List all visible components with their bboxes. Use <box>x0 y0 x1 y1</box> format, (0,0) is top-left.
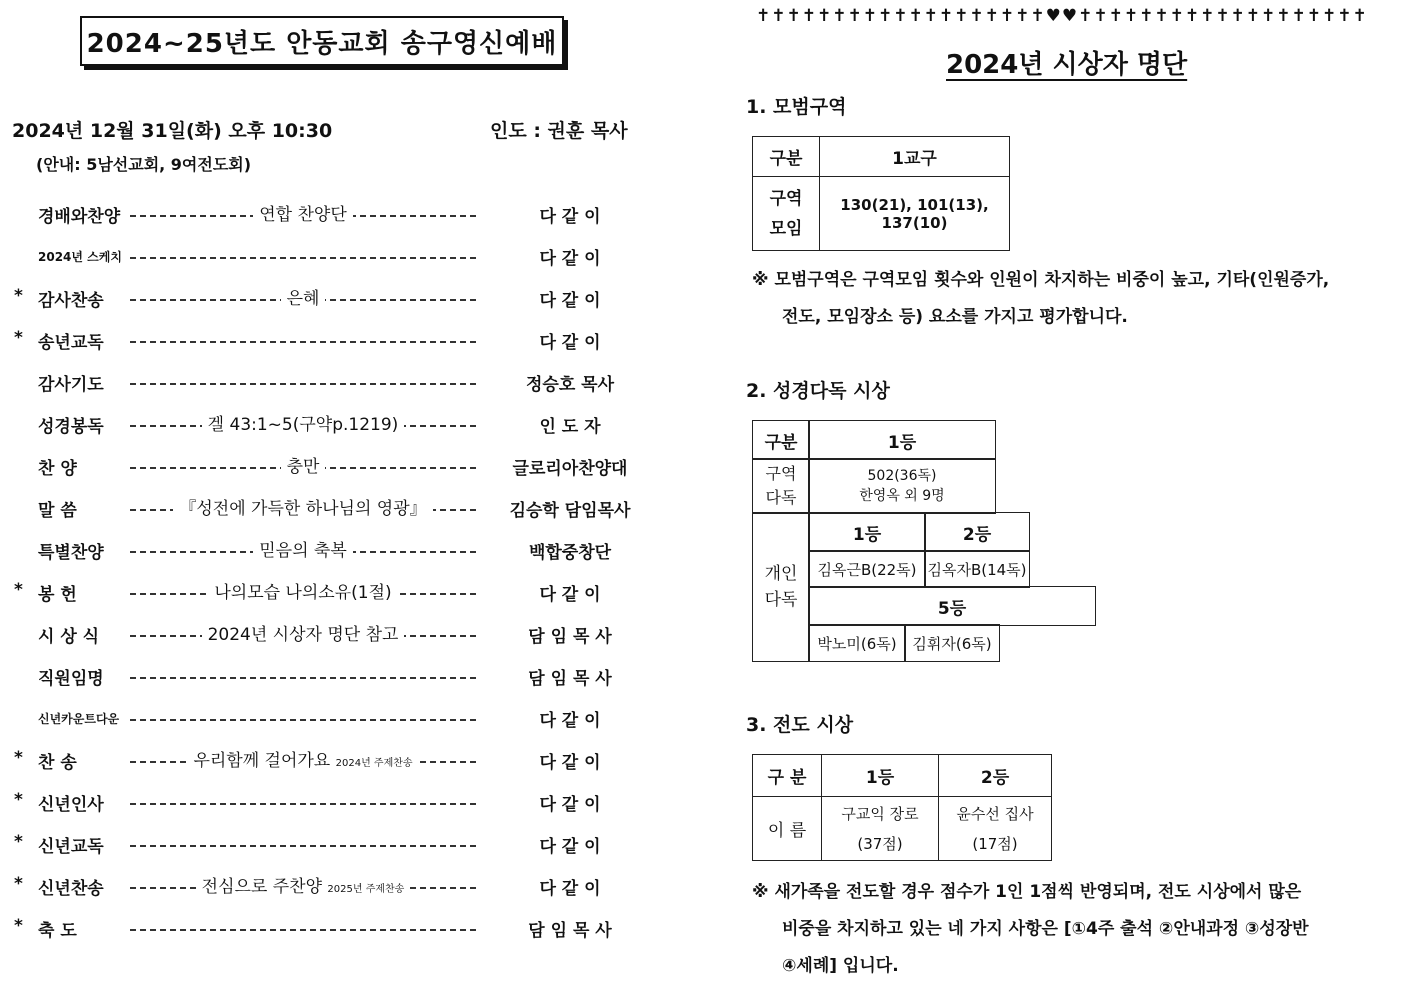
worship-row <box>14 914 634 944</box>
table-cell: 이 름 <box>753 797 822 861</box>
worship-row <box>14 788 634 818</box>
worship-item-leader: 백합중창단 <box>528 543 612 563</box>
worship-item-name: 성경봉독 <box>38 417 104 437</box>
section-1-heading: 1. 모범구역 <box>746 96 847 118</box>
worship-item-name: 신년교독 <box>38 837 104 857</box>
table-header: 1등 <box>822 755 939 797</box>
leader-dots <box>130 929 476 931</box>
standing-mark: * <box>14 790 23 810</box>
standing-mark: * <box>14 748 23 768</box>
evangelism-table <box>752 754 1052 861</box>
worship-item-name: 특별찬양 <box>38 543 104 563</box>
worship-item-detail: 충만 <box>130 452 476 477</box>
worship-item-leader: 인 도 자 <box>539 417 601 437</box>
table-header: 2등 <box>939 755 1052 797</box>
worship-row <box>14 872 634 902</box>
worship-item-leader: 다 같 이 <box>539 249 601 269</box>
leader-dots <box>130 677 476 679</box>
worship-item-name: 신년찬송 <box>38 879 104 899</box>
worship-item-note: 2024년 주제찬송 <box>335 758 413 769</box>
worship-row <box>14 746 634 776</box>
table-cell: 구교익 장로 (37점) <box>822 797 939 861</box>
worship-row <box>14 662 634 692</box>
worship-row <box>14 368 634 398</box>
worship-row <box>14 704 634 734</box>
worship-item-note: 2025년 주제찬송 <box>327 884 405 895</box>
worship-row <box>14 830 634 860</box>
worship-item-name: 신년인사 <box>38 795 104 815</box>
worship-item-leader: 다 같 이 <box>539 585 601 605</box>
worship-item-leader: 다 같 이 <box>539 795 601 815</box>
leader-dots <box>130 803 476 805</box>
leader-dots <box>130 257 476 259</box>
worship-item-detail: 연합 찬양단 <box>130 200 476 225</box>
worship-item-name: 감사찬송 <box>38 291 104 311</box>
table-header: 5등 <box>808 586 1096 626</box>
leader-dots <box>130 341 476 343</box>
worship-item-detail: 2024년 시상자 명단 참고 <box>130 620 476 645</box>
worship-item-name: 봉 헌 <box>38 585 77 605</box>
table-cell: 개인 다독 <box>752 512 810 662</box>
section-2-heading: 2. 성경다독 시상 <box>746 380 890 402</box>
worship-row <box>14 200 634 230</box>
worship-item-name: 감사기도 <box>38 375 104 395</box>
worship-item-detail: 우리함께 걸어가요 2024년 주제찬송 <box>130 746 476 771</box>
worship-item-detail: 나의모습 나의소유(1절) <box>130 578 476 603</box>
worship-row <box>14 452 634 482</box>
table-header: 구분 <box>752 420 810 460</box>
worship-item-leader: 담 임 목 사 <box>528 627 612 647</box>
table-cell: 김옥자B(14독) <box>924 550 1030 588</box>
worship-item-leader: 글로리아찬양대 <box>512 459 628 479</box>
worship-item-name: 축 도 <box>38 921 77 941</box>
cross-heart-decoration: ✝✝✝✝✝✝✝✝✝✝✝✝✝✝✝✝✝✝✝♥♥✝✝✝✝✝✝✝✝✝✝✝✝✝✝✝✝✝✝✝ <box>756 6 1368 26</box>
worship-item-name: 직원임명 <box>38 669 104 689</box>
table-cell: 구역 다독 <box>752 458 810 514</box>
worship-row <box>14 284 634 314</box>
table-header: 1교구 <box>820 137 1010 177</box>
standing-mark: * <box>14 874 23 894</box>
leader-dots <box>130 845 476 847</box>
model-district-table <box>752 136 1010 251</box>
worship-item-detail: 믿음의 축복 <box>130 536 476 561</box>
worship-item-name: 시 상 식 <box>38 627 100 647</box>
table-cell: 502(36독) 한영옥 외 9명 <box>808 458 996 514</box>
worship-item-detail: 은혜 <box>130 284 476 309</box>
worship-item-leader: 다 같 이 <box>539 879 601 899</box>
table-cell: 윤수선 집사 (17점) <box>939 797 1052 861</box>
worship-item-leader: 정승호 목사 <box>525 375 615 395</box>
standing-mark: * <box>14 916 23 936</box>
service-date: 2024년 12월 31일(화) 오후 10:30 <box>12 120 333 142</box>
worship-row <box>14 536 634 566</box>
table-header: 1등 <box>808 512 926 552</box>
table-header: 2등 <box>924 512 1030 552</box>
worship-item-leader: 담 임 목 사 <box>528 921 612 941</box>
worship-item-leader: 담 임 목 사 <box>528 669 612 689</box>
worship-item-leader: 김승학 담임목사 <box>509 501 631 521</box>
worship-item-name: 2024년 스케치 <box>38 250 122 264</box>
bulletin-title: 2024~25년도 안동교회 송구영신예배 <box>80 16 564 66</box>
table-header: 구 분 <box>753 755 822 797</box>
worship-row <box>14 620 634 650</box>
worship-row <box>14 326 634 356</box>
leader-dots <box>130 719 476 721</box>
worship-item-leader: 다 같 이 <box>539 753 601 773</box>
table-cell: 130(21), 101(13), 137(10) <box>820 177 1010 251</box>
worship-item-leader: 다 같 이 <box>539 333 601 353</box>
worship-item-leader: 다 같 이 <box>539 711 601 731</box>
award-list-title: 2024년 시상자 명단 <box>946 50 1188 80</box>
worship-item-name: 신년카운트다운 <box>38 712 120 726</box>
section-3-heading: 3. 전도 시상 <box>746 714 854 736</box>
worship-item-detail: 전심으로 주찬양 2025년 주제찬송 <box>130 872 476 897</box>
usher-guide: (안내: 5남선교회, 9여전도회) <box>36 155 252 174</box>
worship-item-name: 경배와찬양 <box>38 207 121 227</box>
table-header: 구분 <box>753 137 820 177</box>
table-cell: 박노미(6독) <box>808 624 906 662</box>
table-cell: 구역 모임 <box>753 177 820 251</box>
worship-item-name: 말 씀 <box>38 501 77 521</box>
section-1-note: ※ 모범구역은 구역모임 횟수와 인원이 차지하는 비중이 높고, 기타(인원증가, 전도, 모임장소 등) 요소를 가지고 평가합니다. <box>752 270 1330 327</box>
table-cell: 김휘자(6독) <box>904 624 1000 662</box>
worship-item-detail: 『성전에 가득한 하나님의 영광』 <box>130 494 476 519</box>
standing-mark: * <box>14 832 23 852</box>
worship-item-name: 찬 송 <box>38 753 77 773</box>
table-header: 1등 <box>808 420 996 460</box>
worship-row <box>14 242 634 272</box>
service-leader: 인도 : 권훈 목사 <box>490 120 628 142</box>
worship-item-name: 찬 양 <box>38 459 77 479</box>
worship-item-name: 송년교독 <box>38 333 104 353</box>
worship-item-leader: 다 같 이 <box>539 207 601 227</box>
standing-mark: * <box>14 286 23 306</box>
standing-mark: * <box>14 580 23 600</box>
worship-item-leader: 다 같 이 <box>539 837 601 857</box>
table-cell: 김옥근B(22독) <box>808 550 926 588</box>
worship-item-leader: 다 같 이 <box>539 291 601 311</box>
worship-row <box>14 494 634 524</box>
standing-mark: * <box>14 328 23 348</box>
leader-dots <box>130 383 476 385</box>
worship-row <box>14 410 634 440</box>
worship-row <box>14 578 634 608</box>
section-3-note: ※ 새가족을 전도할 경우 점수가 1인 1점씩 반영되며, 전도 시상에서 많은 비중을 차지하고 있는 네 가지 사항은 [①4주 출석 ②안내과정 ③성장반 ④세례] 입니다. <box>752 882 1309 976</box>
worship-item-detail: 겔 43:1~5(구약p.1219) <box>130 410 476 435</box>
